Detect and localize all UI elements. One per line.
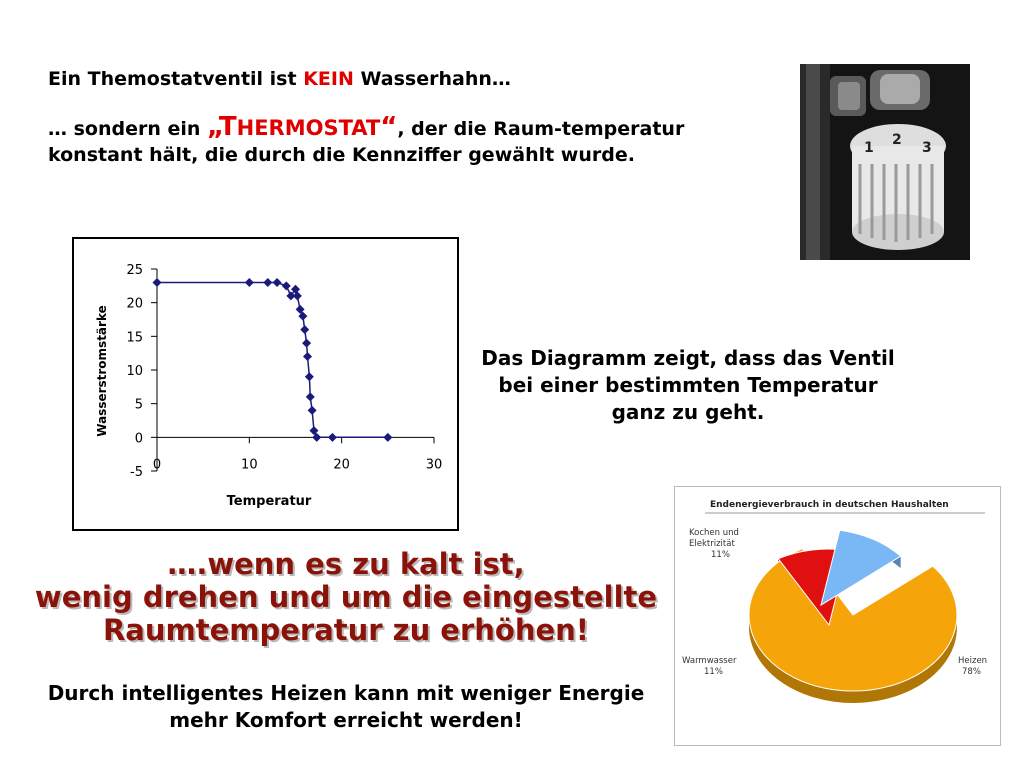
pie-label: Heizen [958,656,988,666]
data-point [293,291,302,300]
data-point [308,406,317,415]
x-axis-label: Temperatur [226,494,312,509]
data-point [306,392,315,401]
thermostat-rest: HERMOSTAT [236,116,381,140]
headline-line-3: Raumtemperatur zu erhöhen! [102,613,590,647]
thermostat-valve-icon [800,64,970,260]
pie-label: 11% [711,550,730,560]
headline-warning [30,548,662,647]
data-point [383,433,392,442]
pie-label: 11% [704,667,723,677]
closing-statement: Durch intelligentes Heizen kann mit weniger Energie mehr Komfort erreicht werden! [47,681,645,732]
intro-line-1-start: Ein Themostatventil ist [48,68,304,90]
intro-line-2-start: … sondern ein [48,118,208,140]
x-tick-label: 30 [425,457,443,473]
energy-pie-chart [674,486,1001,746]
y-tick-label: 20 [126,296,143,312]
pie-chart-svg [675,487,1000,745]
chart-tick-labels [126,263,442,480]
headline-line-2: wenig drehen und um die eingestellte [34,580,658,614]
y-tick-label: 10 [126,364,143,379]
thermostat-word [207,112,397,142]
y-tick-label: 5 [134,397,143,413]
flow-temperature-chart [72,237,459,531]
pie-title: Endenergieverbrauch in deutschen Haushalten [710,500,949,510]
y-tick-label: 15 [126,330,143,346]
intro-line-1 [48,66,738,92]
y-tick-label: 0 [134,431,143,447]
data-point [305,372,314,381]
data-point [245,278,254,287]
kein-word: KEIN [303,68,354,90]
x-tick-label: 0 [152,457,162,473]
intro-line-2-end: , der die Raum-temperatur konstant hält, die durch die Kennziffer gewählt wurde. [48,118,685,166]
data-point [300,325,309,334]
data-point [263,278,272,287]
svg-text:3: 3 [922,140,932,156]
data-point [302,339,311,348]
series-points [153,278,393,442]
series-line [157,283,388,438]
y-tick-label: 25 [126,263,143,278]
y-axis-label: Wasserstromstärke [95,305,109,437]
pie-slices [749,530,957,703]
intro-line-1-end: Wasserhahn… [353,68,511,90]
data-point [291,285,300,294]
data-point [303,352,312,361]
intro-text [48,66,738,168]
intro-line-2 [48,114,738,168]
x-tick-label: 10 [241,457,258,473]
y-tick-label: -5 [130,465,143,480]
data-point [153,278,162,287]
thermostat-initial: T [218,112,237,142]
data-point [282,281,291,290]
thermostat-valve-photo [800,64,970,260]
quote-open: „ [207,112,219,142]
pie-label: Kochen und [689,528,739,538]
svg-text:1: 1 [864,140,874,156]
scatter-chart-svg [74,239,457,529]
pie-label: Warmwasser [682,656,737,666]
x-tick-label: 20 [333,457,350,473]
pie-label: Elektrizität [689,539,735,549]
svg-text:2: 2 [892,132,902,148]
data-point [328,433,337,442]
chart-axes [151,269,434,471]
data-point [273,278,282,287]
quote-close: “ [380,112,398,142]
pie-label: 78% [962,667,981,677]
headline-line-1: ….wenn es zu kalt ist, [167,547,525,581]
diagram-description: Das Diagramm zeigt, dass das Ventil bei einer bestimmten Temperatur ganz zu geht. [481,346,895,424]
